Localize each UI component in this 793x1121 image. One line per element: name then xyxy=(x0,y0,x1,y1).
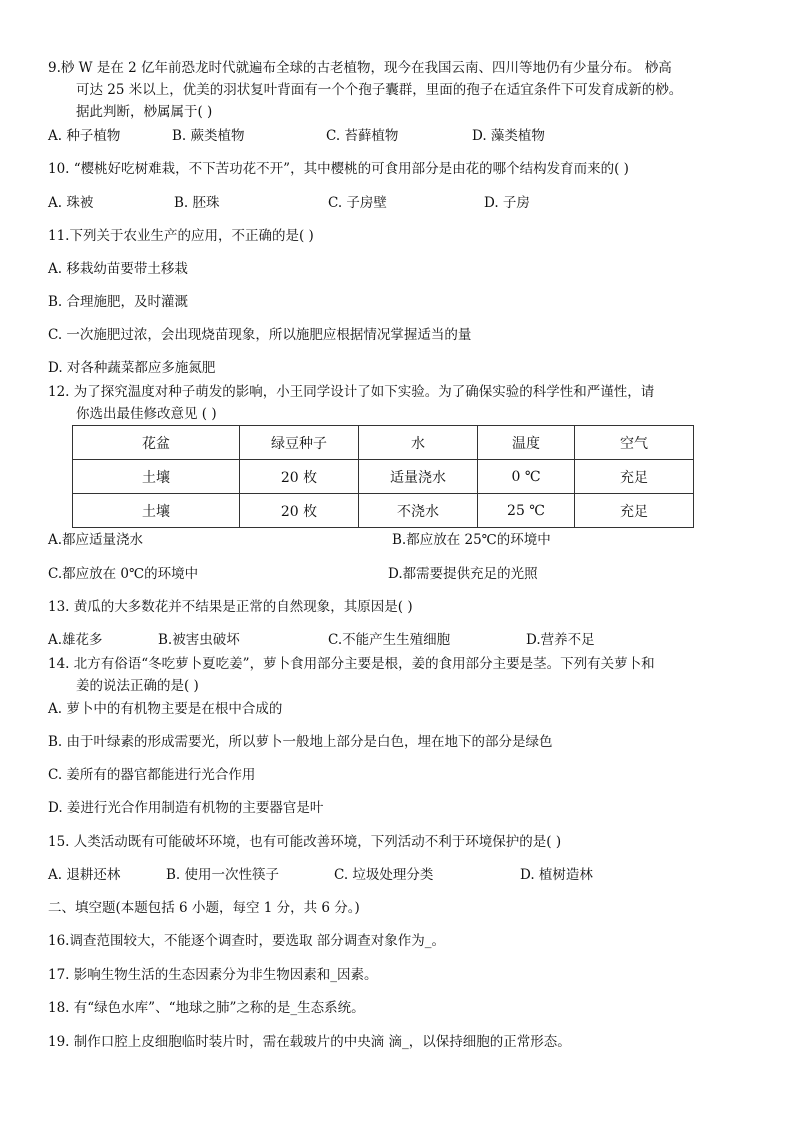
q9-option-c: C. 苔藓植物 xyxy=(326,128,399,144)
q9-stem-line2: 可达 25 米以上，优美的羽状复叶背面有一个个孢子囊群，里面的孢子在适宜条件下可发育成新的桫。 xyxy=(76,82,683,98)
q12-option-c: C.都应放在 0℃的环境中 xyxy=(48,566,199,582)
q14-option-d: D. 姜进行光合作用制造有机物的主要器官是叶 xyxy=(48,800,324,816)
table-cell: 充足 xyxy=(575,460,694,494)
table-row xyxy=(73,460,694,494)
q10-options xyxy=(48,193,748,213)
q15-option-b: B. 使用一次性筷子 xyxy=(166,867,280,883)
table-header-row xyxy=(73,426,694,460)
q14-option-a: A. 萝卜中的有机物主要是在根中合成的 xyxy=(48,701,283,717)
experiment-table xyxy=(72,425,694,528)
q12-option-d: D.都需要提供充足的光照 xyxy=(388,566,538,582)
q16-text: 16.调查范围较大，不能逐个调查时，要选取 部分调查对象作为_。 xyxy=(48,933,446,949)
q11-option-d: D. 对各种蔬菜都应多施氮肥 xyxy=(48,360,216,376)
q15-option-c: C. 垃圾处理分类 xyxy=(334,867,434,883)
q12-options-row2 xyxy=(48,564,748,584)
q11-option-c: C. 一次施肥过浓，会出现烧苗现象，所以施肥应根据情况掌握适当的量 xyxy=(48,327,472,343)
q9-options xyxy=(48,126,748,146)
q18-text: 18. 有“绿色水库”、“地球之肺”之称的是_生态系统。 xyxy=(48,1000,365,1016)
q17-text: 17. 影响生物生活的生态因素分为非生物因素和_因素。 xyxy=(48,967,378,983)
q15-option-a: A. 退耕还林 xyxy=(48,867,121,883)
q13-option-b: B.被害虫破坏 xyxy=(158,632,240,648)
table-cell: 20 枚 xyxy=(240,494,359,528)
q14-stem-line1: 14. 北方有俗语“冬吃萝卜夏吃姜”，萝卜食用部分主要是根，姜的食用部分主要是茎。下列有关萝卜和 xyxy=(48,656,655,672)
q12-option-a: A.都应适量浇水 xyxy=(48,532,144,548)
q10-option-a: A. 珠被 xyxy=(48,195,94,211)
table-cell: 25 ℃ xyxy=(478,494,575,528)
q13-option-a: A.雄花多 xyxy=(48,632,103,648)
q10-stem: 10. “樱桃好吃树难栽，不下苦功花不开”，其中樱桃的可食用部分是由花的哪个结构发育而来的( ) xyxy=(48,161,629,177)
q12-options-row1 xyxy=(48,530,748,550)
q15-stem: 15. 人类活动既有可能破坏环境，也有可能改善环境，下列活动不利于环境保护的是( ) xyxy=(48,834,562,850)
table-cell: 充足 xyxy=(575,494,694,528)
q19-text: 19. 制作口腔上皮细胞临时装片时，需在载玻片的中央滴 滴_，以保持细胞的正常形态。 xyxy=(48,1034,571,1050)
q14-stem-line2: 姜的说法正确的是( ) xyxy=(76,678,199,694)
q13-option-d: D.营养不足 xyxy=(526,632,595,648)
table-cell: 适量浇水 xyxy=(359,460,478,494)
table-header-cell: 花盆 xyxy=(73,426,240,460)
table-cell: 土壤 xyxy=(73,494,240,528)
q13-option-c: C.不能产生生殖细胞 xyxy=(328,632,451,648)
q10-option-d: D. 子房 xyxy=(484,195,530,211)
table-header-cell: 温度 xyxy=(478,426,575,460)
q11-stem: 11.下列关于农业生产的应用，不正确的是( ) xyxy=(48,228,314,244)
table-header-cell: 水 xyxy=(359,426,478,460)
q14-option-c: C. 姜所有的器官都能进行光合作用 xyxy=(48,767,256,783)
q9-option-b: B. 蕨类植物 xyxy=(172,128,245,144)
table-row xyxy=(73,494,694,528)
table-cell: 土壤 xyxy=(73,460,240,494)
q13-options xyxy=(48,630,748,650)
table-cell: 0 ℃ xyxy=(478,460,575,494)
q15-option-d: D. 植树造林 xyxy=(520,867,593,883)
table-cell: 不浇水 xyxy=(359,494,478,528)
q10-option-c: C. 子房壁 xyxy=(328,195,387,211)
q12-stem-line1: 12. 为了探究温度对种子萌发的影响，小王同学设计了如下实验。为了确保实验的科学性和严谨性，请 xyxy=(48,384,655,400)
q9-stem-line1: 9.桫 W 是在 2 亿年前恐龙时代就遍布全球的古老植物，现今在我国云南、四川等地仍有少量分布。 桫高 xyxy=(48,60,672,76)
q11-option-b: B. 合理施肥，及时灌溉 xyxy=(48,294,189,310)
section-title-fill-in: 二、填空题(本题包括 6 小题，每空 1 分，共 6 分。) xyxy=(48,900,360,916)
table-cell: 20 枚 xyxy=(240,460,359,494)
q12-stem-line2: 你选出最佳修改意见 ( ) xyxy=(76,406,217,422)
q14-option-b: B. 由于叶绿素的形成需要光，所以萝卜一般地上部分是白色，埋在地下的部分是绿色 xyxy=(48,734,553,750)
q9-option-d: D. 藻类植物 xyxy=(472,128,545,144)
q15-options xyxy=(48,865,748,885)
table-header-cell: 空气 xyxy=(575,426,694,460)
table-header-cell: 绿豆种子 xyxy=(240,426,359,460)
q9-option-a: A. 种子植物 xyxy=(48,128,121,144)
q12-option-b: B.都应放在 25℃的环境中 xyxy=(392,532,551,548)
q11-option-a: A. 移栽幼苗要带土移栽 xyxy=(48,261,188,277)
q13-stem: 13. 黄瓜的大多数花并不结果是正常的自然现象，其原因是( ) xyxy=(48,599,413,615)
q10-option-b: B. 胚珠 xyxy=(174,195,220,211)
q9-stem-line3: 据此判断，桫属属于( ) xyxy=(76,104,213,120)
